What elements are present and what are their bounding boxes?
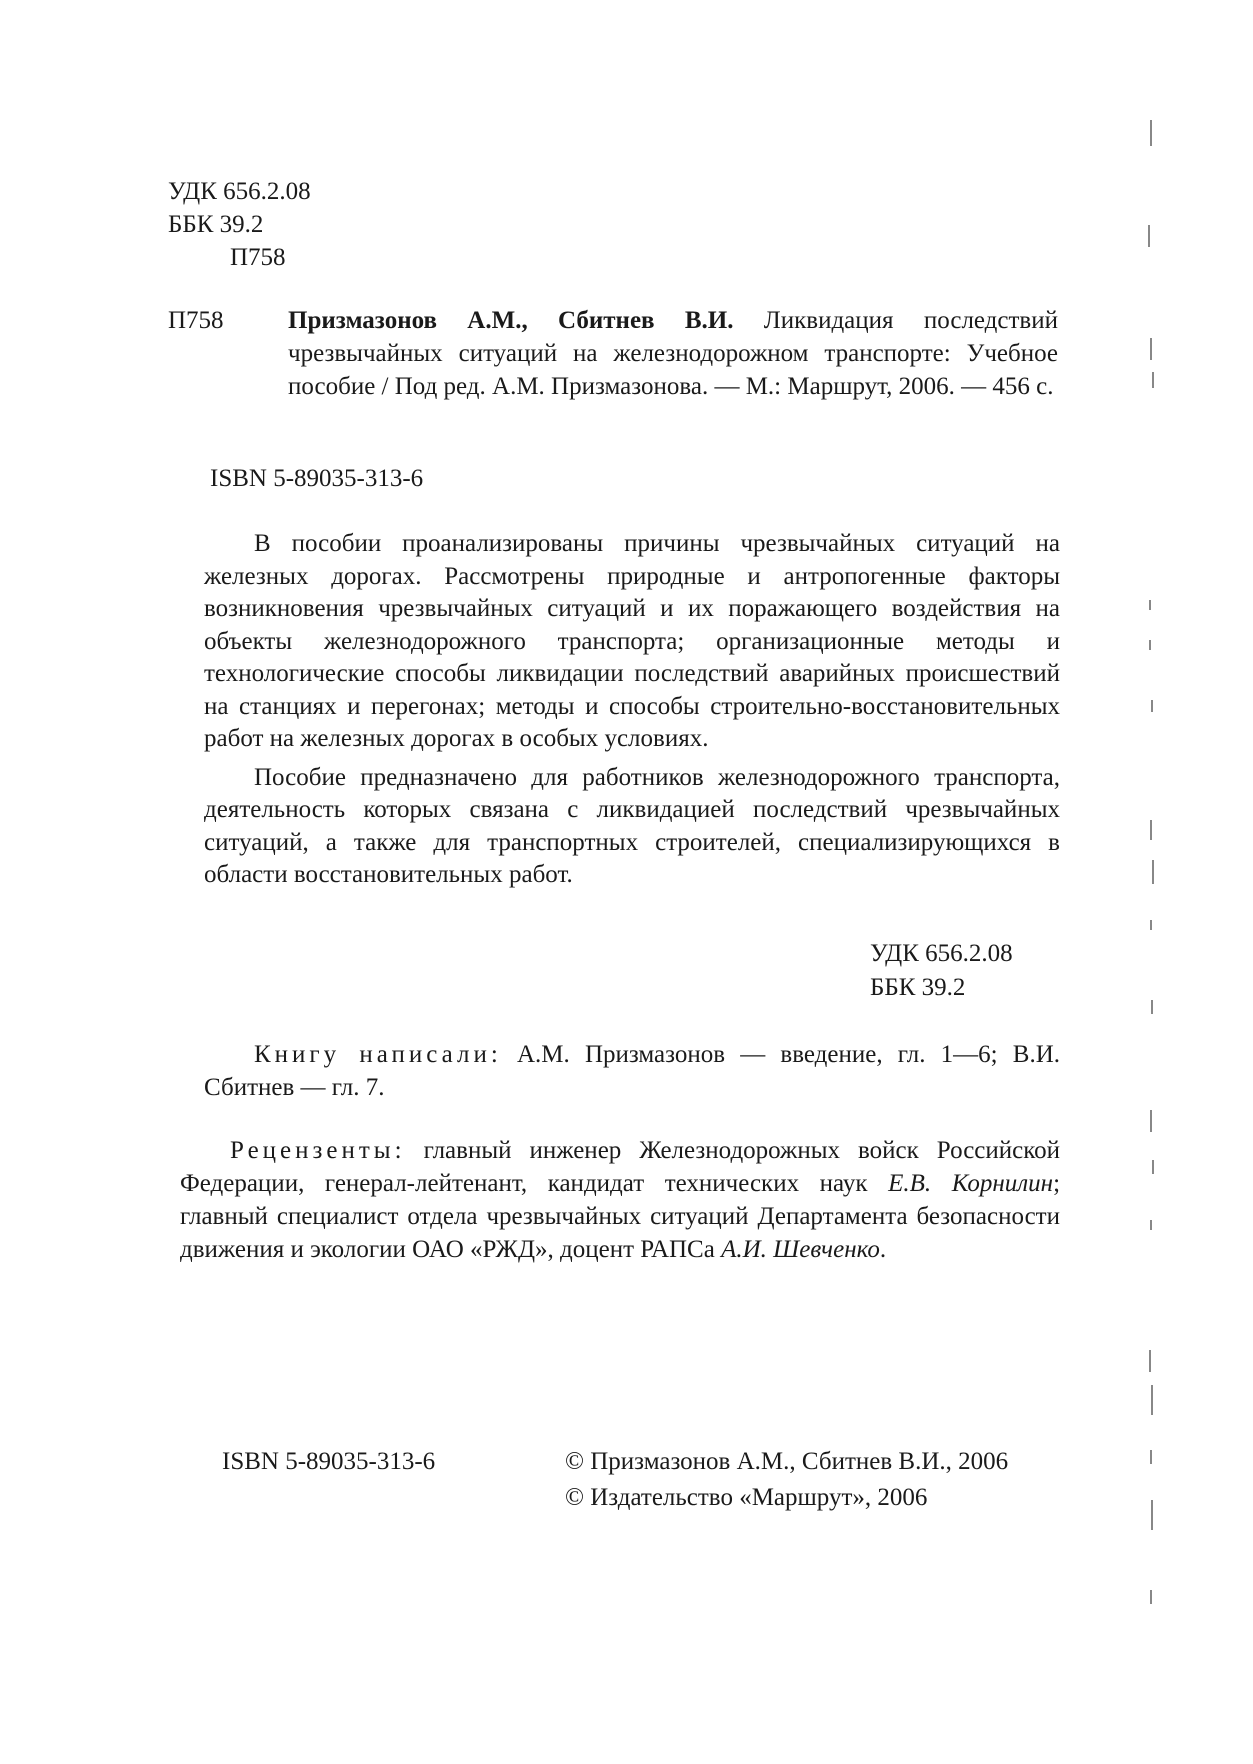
authors-note-text: А.М. Призмазонов — введение, гл. 1—6; В.И. Сбитнев — гл. 7. [204,1041,1061,1101]
udk-code-footer: УДК 656.2.08 [870,940,1013,967]
reviewer-name-2: А.И. Шевченко [721,1236,880,1263]
footer-codes [870,937,1013,1005]
copyright-publisher: © Издательство «Маршрут», 2006 [565,1484,928,1511]
authors-note-label: Книгу написали: [254,1041,502,1068]
header-codes [168,175,311,274]
isbn-record: ISBN 5-89035-313-6 [210,465,424,492]
record-description: Ликвидация последствий чрезвычайных ситуаций на железнодорожном транспорте: Учебное пособие / Под ред. А.М. Призмазонова. — М.: Маршрут, 2006. — 456 с. [288,307,1058,400]
record-authors: Призмазонов А.М., Сбитнев В.И. [288,307,734,334]
bibliographic-record [288,304,1058,403]
copyright-block [565,1445,1008,1517]
scan-edge-marks [1140,120,1170,1640]
reviewers-end: . [879,1236,887,1263]
isbn-bottom: ISBN 5-89035-313-6 [222,1448,436,1475]
annotation [204,528,1060,892]
annotation-paragraph: В пособии проанализированы причины чрезвычайных ситуаций на железных дорогах. Рассмотрены природные и антропогенные факторы возникновения чрезвычайных ситуаций и их поражающего воздействия на объекты железнодорожного транспорта; организационные методы и технологические способы ликвидации последствий аварийных происшествий на станциях и перегонах; методы и способы строительно-восстановительных работ на железных дорогах в особых условиях. [204,530,1060,752]
reviewer-name-1: Е.В. Корнилин [888,1170,1054,1197]
catalog-code: П758 [168,307,224,334]
copyright-authors: © Призмазонов А.М., Сбитнев В.И., 2006 [565,1448,1009,1475]
author-mark: П758 [230,244,286,271]
reviewers-text-1: главный инженер Железнодорожных войск Российской Федерации, генерал-лейтенант, кандидат технических наук [180,1137,1060,1197]
reviewers [180,1134,1060,1266]
udk-code: УДК 656.2.08 [168,178,311,205]
authors-note [204,1038,1060,1104]
annotation-paragraph: Пособие предназначено для работников железнодорожного транспорта, деятельность которых связана с ликвидацией последствий чрезвычайных ситуаций, а также для транспортных строителей, специализирующихся в области восстановительных работ. [204,763,1060,888]
bbk-code: ББК 39.2 [168,211,264,238]
reviewers-label: Рецензенты: [230,1137,406,1164]
reviewers-text-2: ; главный специалист отдела чрезвычайных ситуаций Департамента безопасности движения и экологии ОАО «РЖД», доцент РАПСа [180,1170,1061,1263]
bbk-code-footer: ББК 39.2 [870,974,966,1001]
